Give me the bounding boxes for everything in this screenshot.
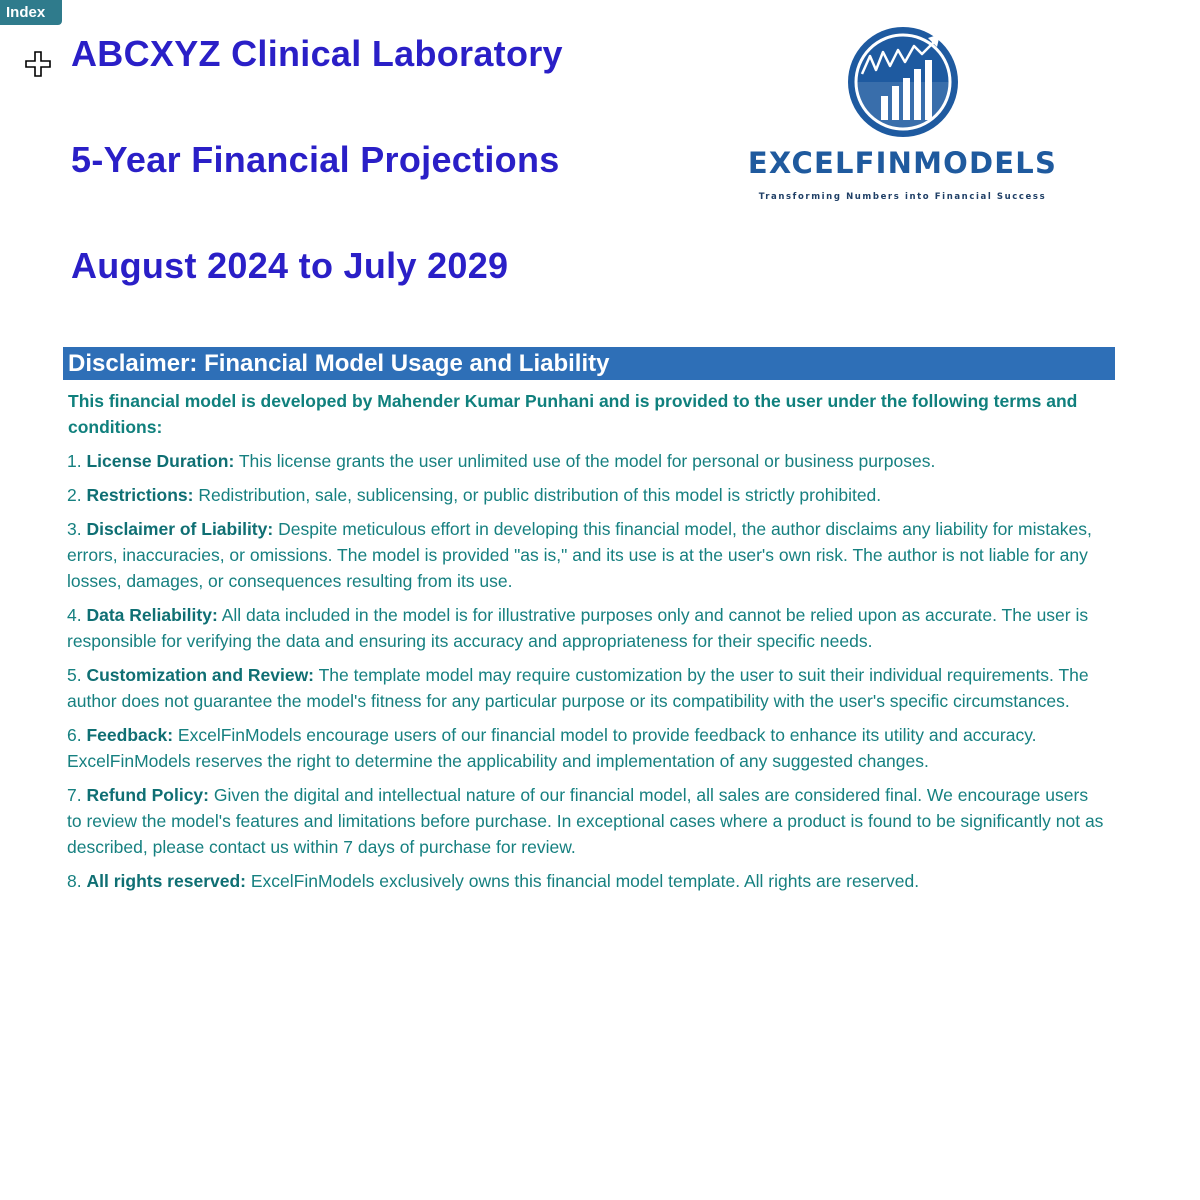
disclaimer-header: Disclaimer: Financial Model Usage and Liability [63,347,1115,380]
term-text: The template model may require customization by the user to suit their individual requirements. The author does not guarantee the model's fitness for any particular purpose or its compatibility with the user's specific circumstances. [67,665,1089,711]
logo-name: EXCELFINMODELS [747,146,1058,180]
term-feedback [67,722,1107,774]
term-customization-and-review [67,662,1107,714]
term-title: Refund Policy: [86,785,209,805]
term-title: Customization and Review: [86,665,315,685]
projections-title: 5-Year Financial Projections [71,139,560,180]
term-title: Feedback: [86,725,174,745]
term-restrictions [67,482,1107,508]
term-title: Data Reliability: [86,605,218,625]
term-number: 6. [67,725,82,745]
term-title: License Duration: [86,451,235,471]
term-text: ExcelFinModels exclusively owns this financial model template. All rights are reserved. [250,871,920,891]
logo-tagline: Transforming Numbers into Financial Success [758,192,1047,202]
term-number: 5. [67,665,82,685]
term-title: Restrictions: [86,485,194,505]
term-text: Redistribution, sale, sublicensing, or public distribution of this model is strictly prohibited. [198,485,882,505]
move-cursor-icon [23,50,55,82]
disclaimer-intro: This financial model is developed by Mahender Kumar Punhani and is provided to the user under the following terms and conditions: [68,391,1078,437]
term-number: 4. [67,605,82,625]
term-text: Despite meticulous effort in developing this financial model, the author disclaims any liability for mistakes, errors, inaccuracies, or omissions. The model is provided "as is," and its use is at the user's own risk. The author is not liable for any losses, damages, or consequences resulting from its use. [67,519,1092,591]
term-all-rights-reserved [67,868,1107,894]
term-title: Disclaimer of Liability: [86,519,274,539]
company-title: ABCXYZ Clinical Laboratory [71,33,563,74]
term-number: 8. [67,871,82,891]
term-text: ExcelFinModels encourage users of our financial model to provide feedback to enhance its utility and accuracy. ExcelFinModels reserves the right to determine the applicability and implementation of any suggested changes. [67,725,1037,771]
term-text: All data included in the model is for illustrative purposes only and cannot be relied upon as accurate. The user is responsible for verifying the data and ensuring its accuracy and appropriateness for their specific needs. [67,605,1089,651]
term-refund-policy [67,782,1107,860]
term-number: 2. [67,485,82,505]
term-data-reliability [67,602,1107,654]
term-license-duration [67,448,1107,474]
term-title: All rights reserved: [86,871,246,891]
term-text: This license grants the user unlimited use of the model for personal or business purposes. [238,451,936,471]
excelfinmodels-logo [740,22,1070,212]
growth-chart-circle-logo-icon [740,22,1070,142]
period-title: August 2024 to July 2029 [71,245,509,286]
term-number: 1. [67,451,82,471]
term-number: 7. [67,785,82,805]
term-number: 3. [67,519,82,539]
disclaimer-content [67,388,1107,902]
term-text: Given the digital and intellectual nature of our financial model, all sales are considered final. We encourage users to review the model's features and limitations before purchase. In exceptional cases where a product is found to be significantly not as described, please contact us within 7 days of purchase for review. [67,785,1104,857]
term-disclaimer-of-liability [67,516,1107,594]
index-button[interactable]: Index [0,0,62,25]
